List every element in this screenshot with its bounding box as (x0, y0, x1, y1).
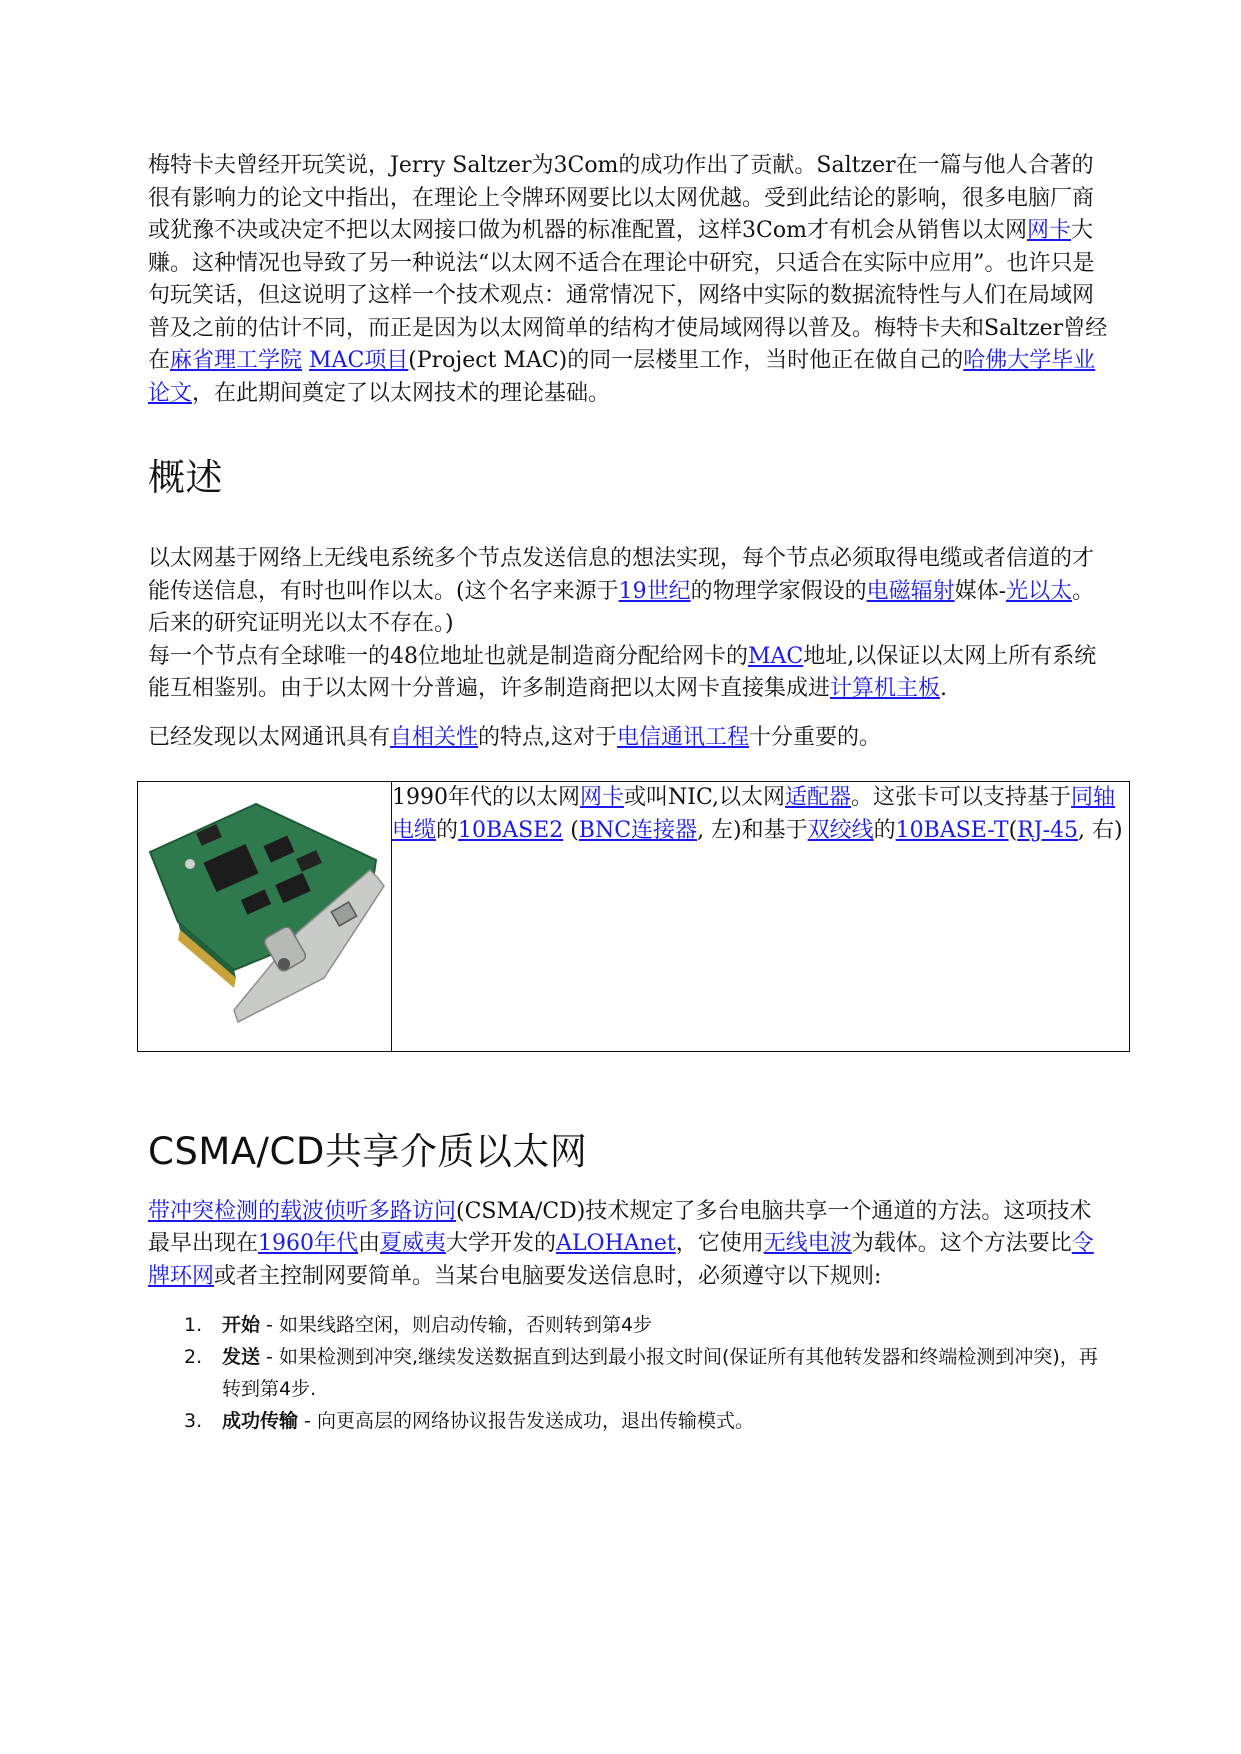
bnc-center (278, 958, 290, 970)
hyperlink[interactable]: 19世纪 (618, 578, 691, 604)
hyperlink[interactable]: 麻省理工学院 (170, 348, 303, 373)
hyperlink[interactable]: 哈佛大学毕业论文 (148, 348, 1096, 406)
hyperlink[interactable]: 自相关性 (390, 724, 479, 750)
hyperlink[interactable]: 10BASE2 (458, 817, 564, 843)
hyperlink[interactable]: 10BASE-T (895, 817, 1009, 843)
hyperlink[interactable]: 双绞线 (807, 817, 874, 843)
overview-paragraph-3 (148, 722, 1108, 755)
text-run: 1990年代的以太网 (392, 785, 580, 810)
text-run: 媒体- (954, 578, 1007, 604)
hyperlink[interactable]: 无线电波 (763, 1231, 852, 1256)
rule-text: - 如果线路空闲，则启动传输，否则转到第4步 (260, 1314, 653, 1336)
section-heading-overview: 概述 (148, 456, 223, 499)
text-run: 的 (873, 817, 896, 843)
text-run: 或者主控制网要简单。当某台电脑要发送信息时，必须遵守以下规则: (214, 1263, 882, 1289)
text-run: ( (563, 817, 579, 843)
text-run: , 左)和基于 (697, 817, 808, 843)
hyperlink[interactable]: 网卡 (1026, 218, 1071, 243)
rule-item (148, 1309, 1108, 1341)
hyperlink[interactable]: 1960年代 (258, 1231, 359, 1256)
text-run: 或叫NIC,以太网 (624, 785, 785, 810)
text-run: 为载体。这个方法要比 (851, 1231, 1072, 1256)
rule-term: 开始 (222, 1314, 261, 1336)
text-run: 已经发现以太网通讯具有 (148, 724, 391, 750)
rule-item (148, 1405, 1108, 1437)
text-run: 的物理学家假设的 (690, 578, 867, 604)
csma-rules-list (148, 1309, 1108, 1437)
text-run: ，它使用 (675, 1231, 764, 1256)
rule-number: 1. (184, 1314, 203, 1336)
hyperlink[interactable]: 夏威夷 (380, 1231, 447, 1256)
text-run: (Project MAC)的同一层楼里工作，当时他正在做自己的 (408, 348, 964, 373)
hyperlink[interactable]: RJ-45 (1017, 817, 1078, 843)
figure-image-cell (138, 782, 392, 1052)
document-page (148, 150, 1123, 1437)
figure-caption-cell (392, 782, 1130, 1052)
text-run: 大赚。这种情况也导致了另一种说法“以太网不适合在理论中研究，只适合在实际中应用”。也许只是句玩笑话，但这说明了这样一个技术观点：通常情况下，网络中实际的数据流特性与人们在局域网普及之前的估计不同，而正是因为以太网简单的结构才使局域网得以普及。梅特卡夫和Saltzer曾经在 (148, 218, 1108, 373)
text-run: 梅特卡夫曾经开玩笑说，Jerry Saltzer为3Com的成功作出了贡献。Saltzer在一篇与他人合著的很有影响力的论文中指出，在理论上令牌环网要比以太网优越。受到此结论的影响，很多电脑厂商或犹豫不决或决定不把以太网接口做为机器的标准配置，这样3Com才有机会从销售以太网 (148, 153, 1095, 243)
rule-text: - 向更高层的网络协议报告发送成功，退出传输模式。 (298, 1410, 754, 1432)
overview-paragraph-2 (148, 641, 1108, 706)
section-heading-csma-cd: CSMA/CD共享介质以太网 (148, 1129, 588, 1173)
hyperlink[interactable]: 电磁辐射 (866, 578, 955, 604)
text-run: 的特点,这对于 (478, 724, 618, 750)
hyperlink[interactable]: 计算机主板 (830, 676, 941, 701)
hyperlink[interactable]: BNC连接器 (578, 817, 698, 843)
rule-number: 2. (184, 1346, 203, 1368)
text-run: 由 (358, 1231, 381, 1256)
text-run: 十分重要的。 (749, 724, 882, 750)
hyperlink[interactable]: 同轴电缆 (392, 785, 1116, 843)
hyperlink[interactable]: ALOHAnet (556, 1231, 676, 1256)
text-run: ，在此期间奠定了以太网技术的理论基础。 (192, 380, 611, 406)
rule-term: 成功传输 (222, 1410, 299, 1432)
crystal (185, 859, 195, 869)
text-run: . (940, 676, 948, 701)
text-run (302, 348, 309, 373)
hyperlink[interactable]: 带冲突检测的载波侦听多路访问 (148, 1198, 457, 1224)
text-run: 地址,以保证以太网上所有系统能互相鉴别。由于以太网十分普遍，许多制造商把以太网卡直接集成进 (148, 643, 1097, 701)
hyperlink[interactable]: MAC (748, 643, 804, 669)
hyperlink[interactable]: MAC项目 (309, 348, 409, 373)
rule-item (148, 1341, 1108, 1405)
text-run: (CSMA/CD)技术规定了多台电脑共享一个通道的方法。这项技术最早出现在 (148, 1198, 1092, 1256)
text-run: 。后来的研究证明光以太不存在。) (148, 578, 1095, 636)
text-run: 大学开发的 (446, 1231, 557, 1256)
overview-paragraph-1 (148, 543, 1108, 641)
text-run: 的 (436, 817, 459, 843)
hyperlink[interactable]: 光以太 (1006, 578, 1073, 604)
text-run: 以太网基于网络上无线电系统多个节点发送信息的想法实现，每个节点必须取得电缆或者信道的才能传送信息，有时也叫作以太。(这个名字来源于 (148, 546, 1095, 604)
intro-paragraph (148, 150, 1108, 410)
network-card-image (138, 782, 391, 1040)
figure-caption (392, 782, 1129, 847)
figure-table (137, 781, 1130, 1052)
hyperlink[interactable]: 网卡 (580, 785, 625, 810)
rule-number: 3. (184, 1410, 203, 1432)
hyperlink[interactable]: 适配器 (785, 785, 852, 810)
text-run: , 右) (1078, 817, 1123, 843)
rule-text: - 如果检测到冲突,继续发送数据直到达到最小报文时间(保证所有其他转发器和终端检测到冲突)，再转到第4步. (222, 1346, 1098, 1400)
text-run: ( (1008, 817, 1018, 843)
csma-paragraph (148, 1196, 1108, 1294)
hyperlink[interactable]: 令牌环网 (148, 1231, 1094, 1289)
hyperlink[interactable]: 电信通讯工程 (617, 724, 750, 750)
rule-term: 发送 (222, 1346, 261, 1368)
text-run: 每一个节点有全球唯一的48位地址也就是制造商分配给网卡的 (148, 643, 748, 669)
text-run: 。这张卡可以支持基于 (851, 785, 1072, 810)
